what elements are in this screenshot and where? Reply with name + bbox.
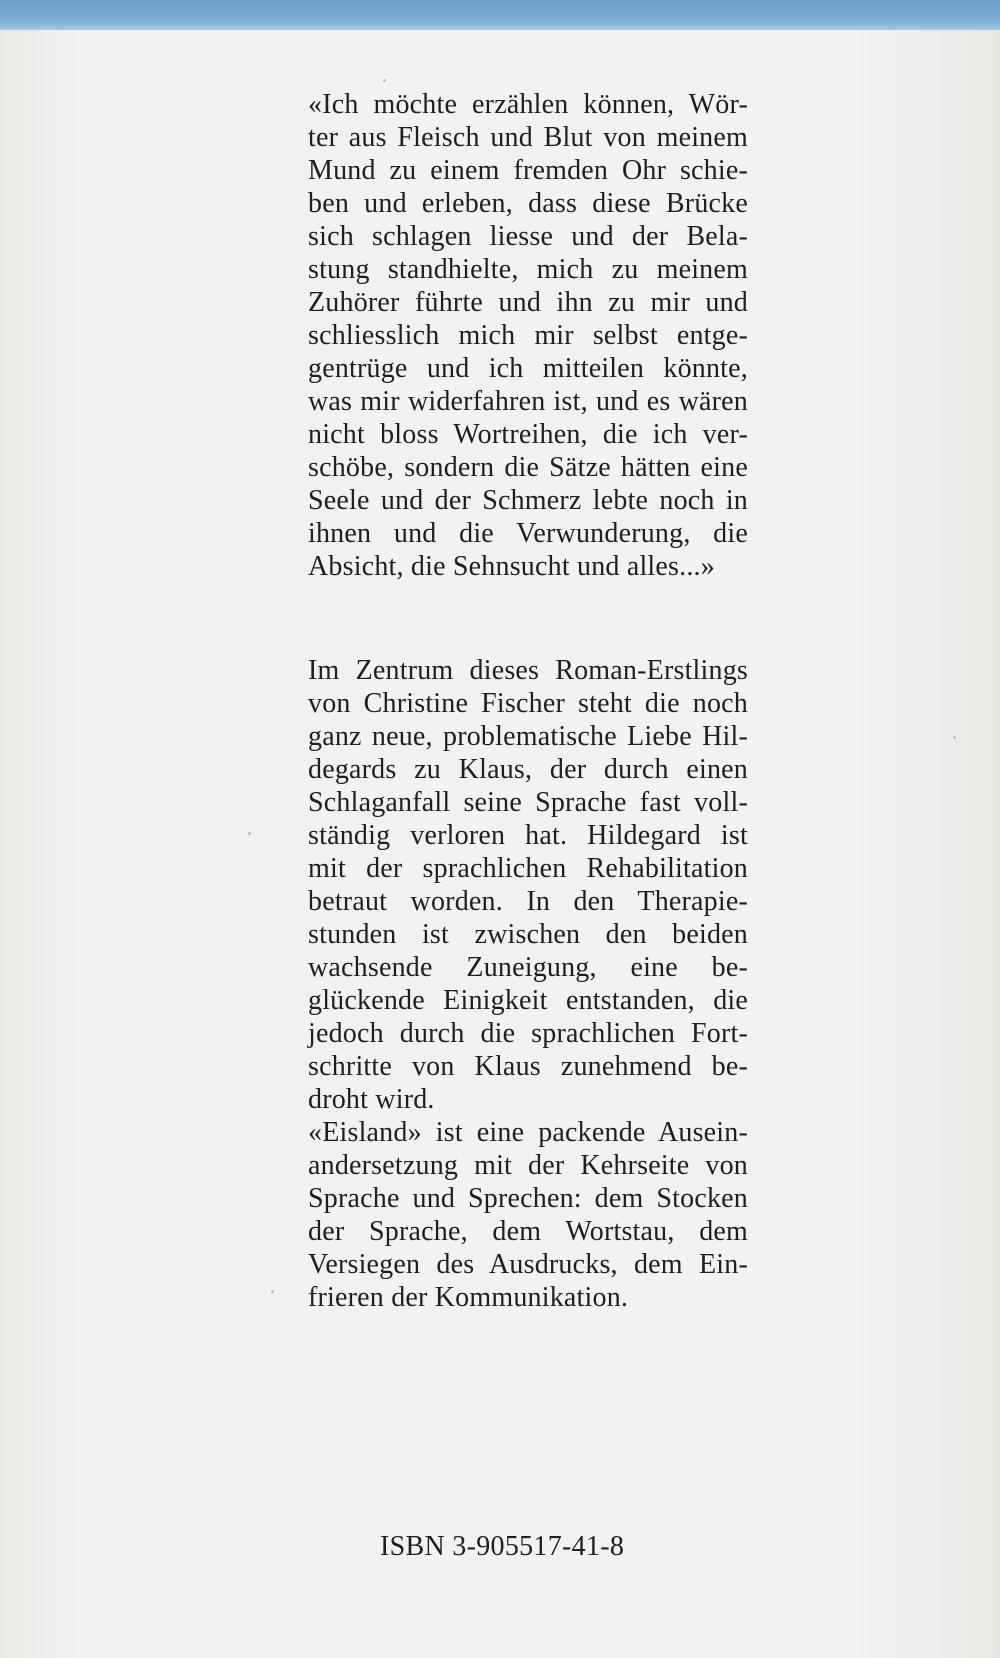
description-line: ständig verloren hat. Hildegard ist bbox=[308, 820, 748, 851]
paper-speck bbox=[271, 1290, 274, 1293]
paper-speck bbox=[383, 79, 386, 82]
description-line: Im Zentrum dieses Roman-Erstlings bbox=[308, 655, 748, 686]
description-line: glückende Einigkeit entstanden, die bbox=[308, 985, 748, 1016]
quote-line: Absicht, die Sehnsucht und alles...» bbox=[308, 551, 715, 582]
top-blue-band bbox=[0, 0, 1000, 30]
quote-line: Zuhörer führte und ihn zu mir und bbox=[308, 287, 748, 318]
description-line: andersetzung mit der Kehrseite von bbox=[308, 1150, 748, 1181]
quote-line: Seele und der Schmerz lebte noch in bbox=[308, 485, 748, 516]
description-line: der Sprache, dem Wortstau, dem bbox=[308, 1216, 748, 1247]
quote-line: Mund zu einem fremden Ohr schie- bbox=[308, 155, 748, 186]
description-line: wachsende Zuneigung, eine be- bbox=[308, 952, 748, 983]
quote-line: nicht bloss Wortreihen, die ich ver- bbox=[308, 419, 748, 450]
quote-line: schöbe, sondern die Sätze hätten eine bbox=[308, 452, 748, 483]
description-line: «Eisland» ist eine packende Ausein- bbox=[308, 1117, 748, 1148]
description-line: Schlaganfall seine Sprache fast voll- bbox=[308, 787, 748, 818]
description-line: stunden ist zwischen den beiden bbox=[308, 919, 748, 950]
description-line: ganz neue, problematische Liebe Hil- bbox=[308, 721, 748, 752]
description-line: droht wird. bbox=[308, 1084, 435, 1115]
description-line: mit der sprachlichen Rehabilitation bbox=[308, 853, 748, 884]
paper-speck bbox=[953, 736, 956, 739]
quote-line: stung standhielte, mich zu meinem bbox=[308, 254, 748, 285]
quote-line: ter aus Fleisch und Blut von meinem bbox=[308, 122, 748, 153]
description-line: betraut worden. In den Therapie- bbox=[308, 886, 748, 917]
description-line: Versiegen des Ausdrucks, dem Ein- bbox=[308, 1249, 748, 1280]
quote-paragraph bbox=[308, 88, 748, 583]
quote-line: was mir widerfahren ist, und es wären bbox=[308, 386, 748, 417]
isbn-number: ISBN 3-905517-41-8 bbox=[380, 1531, 625, 1562]
quote-line: gentrüge und ich mitteilen könnte, bbox=[308, 353, 748, 384]
description-line: von Christine Fischer steht die noch bbox=[308, 688, 748, 719]
description-line: jedoch durch die sprachlichen Fort- bbox=[308, 1018, 748, 1049]
description-paragraph bbox=[308, 654, 748, 1314]
quote-line: ben und erleben, dass diese Brücke bbox=[308, 188, 748, 219]
paper-speck bbox=[248, 832, 251, 835]
description-line: Sprache und Sprechen: dem Stocken bbox=[308, 1183, 748, 1214]
description-line: schritte von Klaus zunehmend be- bbox=[308, 1051, 748, 1082]
quote-line: sich schlagen liesse und der Bela- bbox=[308, 221, 748, 252]
quote-line: ihnen und die Verwunderung, die bbox=[308, 518, 748, 549]
quote-line: «Ich möchte erzählen können, Wör- bbox=[308, 89, 748, 120]
description-line: frieren der Kommunikation. bbox=[308, 1282, 629, 1313]
quote-line: schliesslich mich mir selbst entge- bbox=[308, 320, 748, 351]
description-line: degards zu Klaus, der durch einen bbox=[308, 754, 748, 785]
